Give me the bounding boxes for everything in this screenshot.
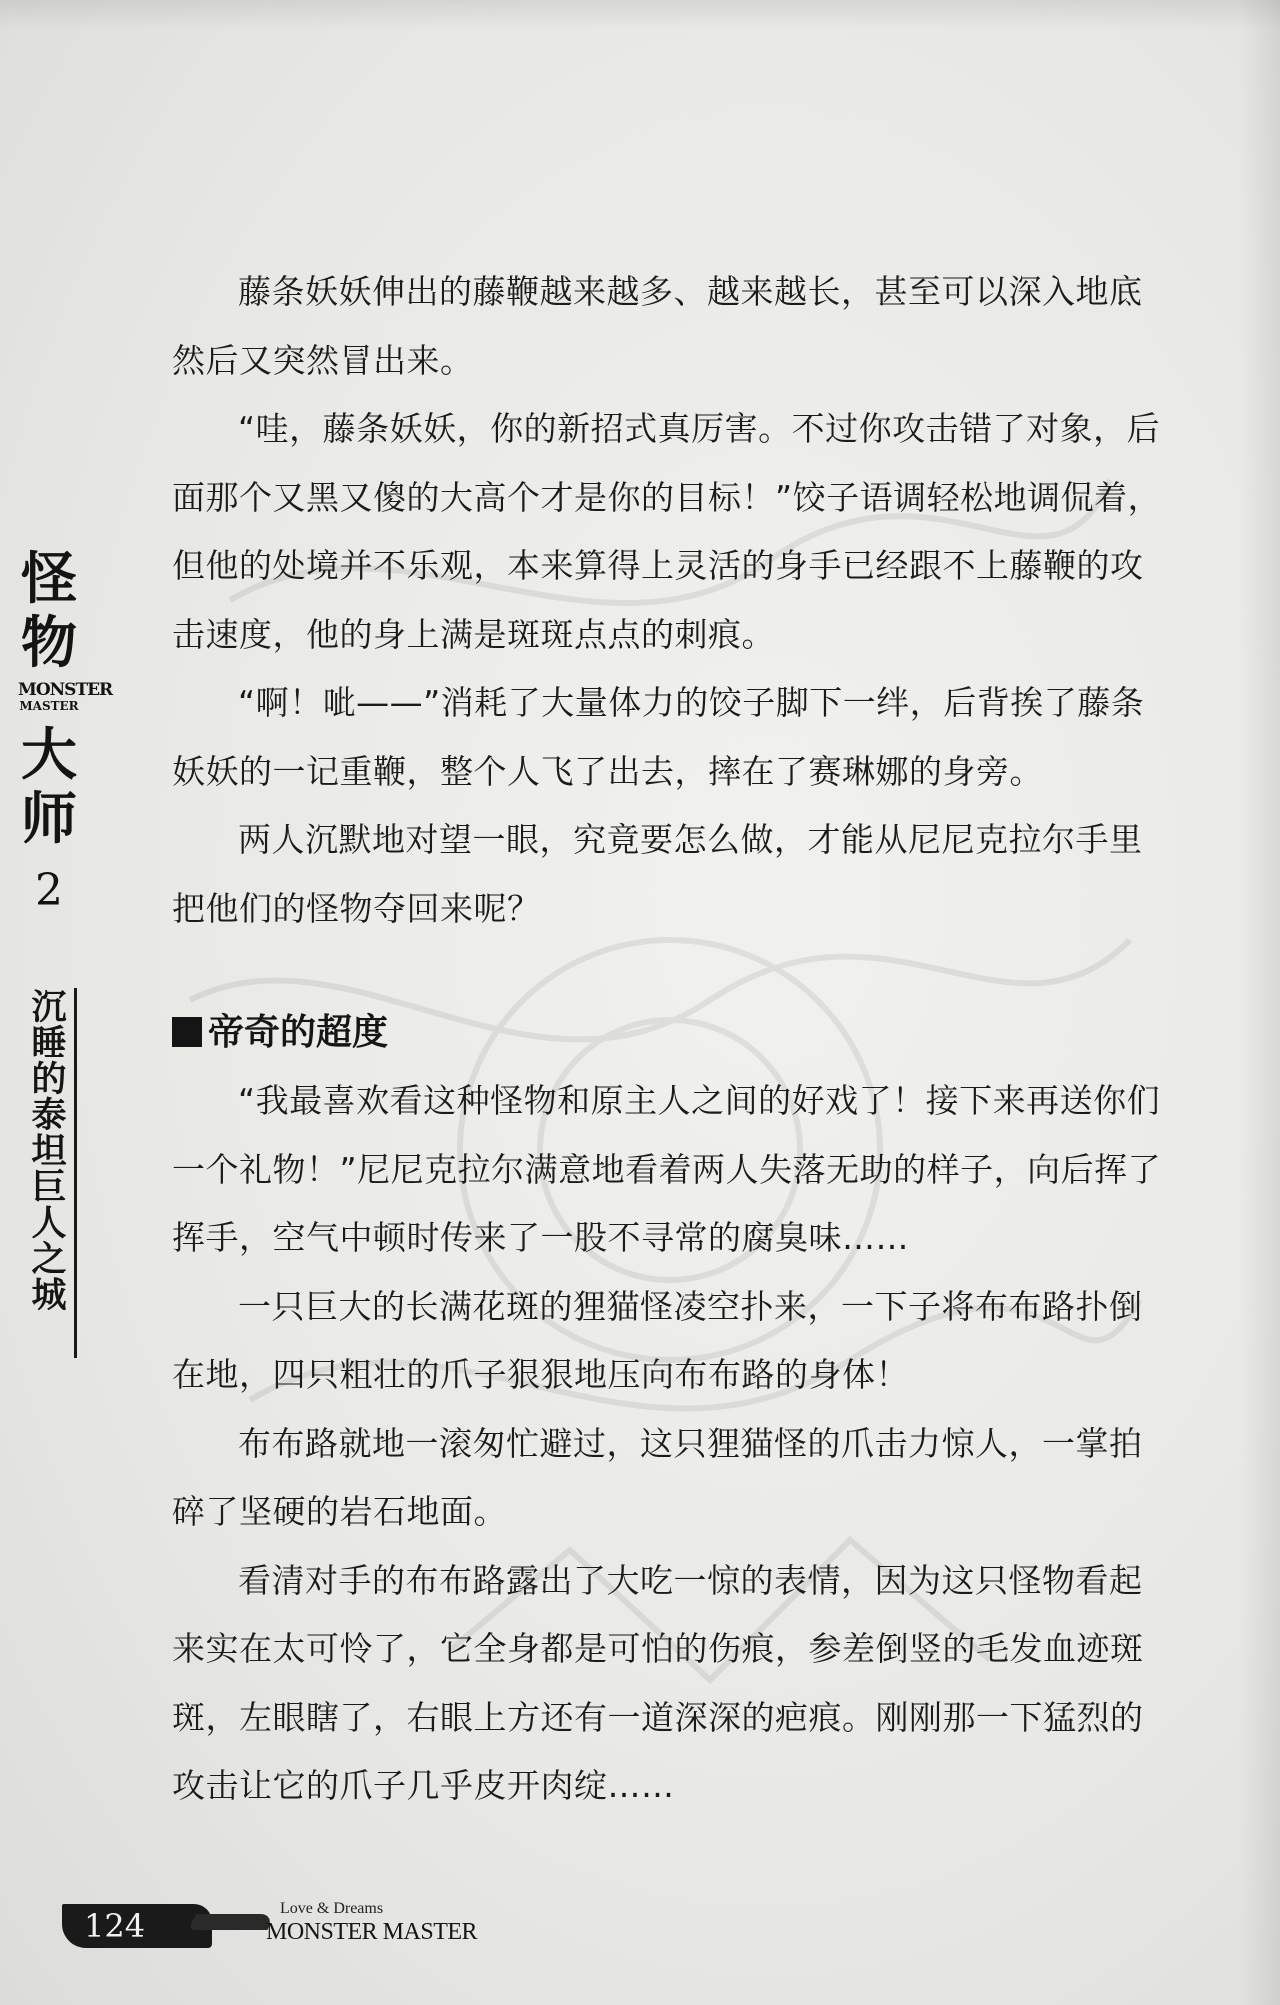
paragraph: 一只巨大的长满花斑的狸猫怪凌空扑来，一下子将布布路扑倒在地，四只粗壮的爪子狠狠地压向布布路的身体！ [172, 1286, 1143, 1394]
series-title-top: 怪物 [21, 547, 77, 676]
paragraph: “哇，藤条妖妖，你的新招式真厉害。不过你攻击错了对象，后面那个又黑又傻的大高个才是你的目标！”饺子语调轻松地调侃着，但他的处境并不乐观，本来算得上灵活的身手已经跟不上藤鞭的攻击速度，他的身上满是斑斑点点的刺痕。 [172, 409, 1162, 654]
paragraph: “啊！呲——”消耗了大量体力的饺子脚下一绊，后背挨了藤条妖妖的一记重鞭，整个人飞了出去，摔在了赛琳娜的身旁。 [172, 683, 1145, 791]
series-title-bottom: 大师 [21, 723, 77, 852]
side-vertical-title [18, 547, 113, 916]
paragraph: 藤条妖妖伸出的藤鞭越来越多、越来越长，甚至可以深入地底然后又突然冒出来。 [172, 272, 1143, 380]
page-edge-shadow [1240, 0, 1280, 2005]
series-logo-line2: MASTER [19, 699, 79, 713]
paragraph: 两人沉默地对望一眼，究竟要怎么做，才能从尼尼克拉尔手里把他们的怪物夺回来呢？ [172, 820, 1143, 928]
footer-series-line: Love & Dreams [280, 1900, 384, 1917]
paragraph: 布布路就地一滚匆忙避过，这只狸猫怪的爪击力惊人，一掌拍碎了坚硬的岩石地面。 [172, 1423, 1143, 1531]
brush-tail-icon [187, 1914, 276, 1930]
book-subtitle: 沉睡的泰坦巨人之城 [26, 988, 66, 1312]
book-subtitle-box [24, 988, 77, 1358]
square-bullet-icon [172, 1017, 202, 1047]
series-logo-line1: MONSTER [18, 680, 113, 700]
body-text [172, 258, 1162, 1821]
page-footer [62, 1896, 482, 1956]
series-logo [18, 680, 113, 714]
section-heading-text: 帝奇的超度 [208, 1012, 389, 1053]
footer-brand: MONSTER MASTER [266, 1919, 478, 1945]
section-heading [172, 999, 1162, 1067]
volume-number: 2 [35, 865, 63, 916]
paragraph: 看清对手的布布路露出了大吃一惊的表情，因为这只怪物看起来实在太可怜了，它全身都是可怕的伤痕，参差倒竖的毛发血迹斑斑，左眼瞎了，右眼上方还有一道深深的疤痕。刚刚那一下猛烈的攻击让它的爪子几乎皮开肉绽…… [172, 1560, 1144, 1805]
page-number: 124 [84, 1907, 146, 1945]
top-shadow [0, 0, 1280, 30]
paragraph: “我最喜欢看这种怪物和原主人之间的好戏了！接下来再送你们一个礼物！”尼尼克拉尔满意地看着两人失落无助的样子，向后挥了挥手，空气中顿时传来了一股不寻常的腐臭味…… [172, 1081, 1162, 1257]
